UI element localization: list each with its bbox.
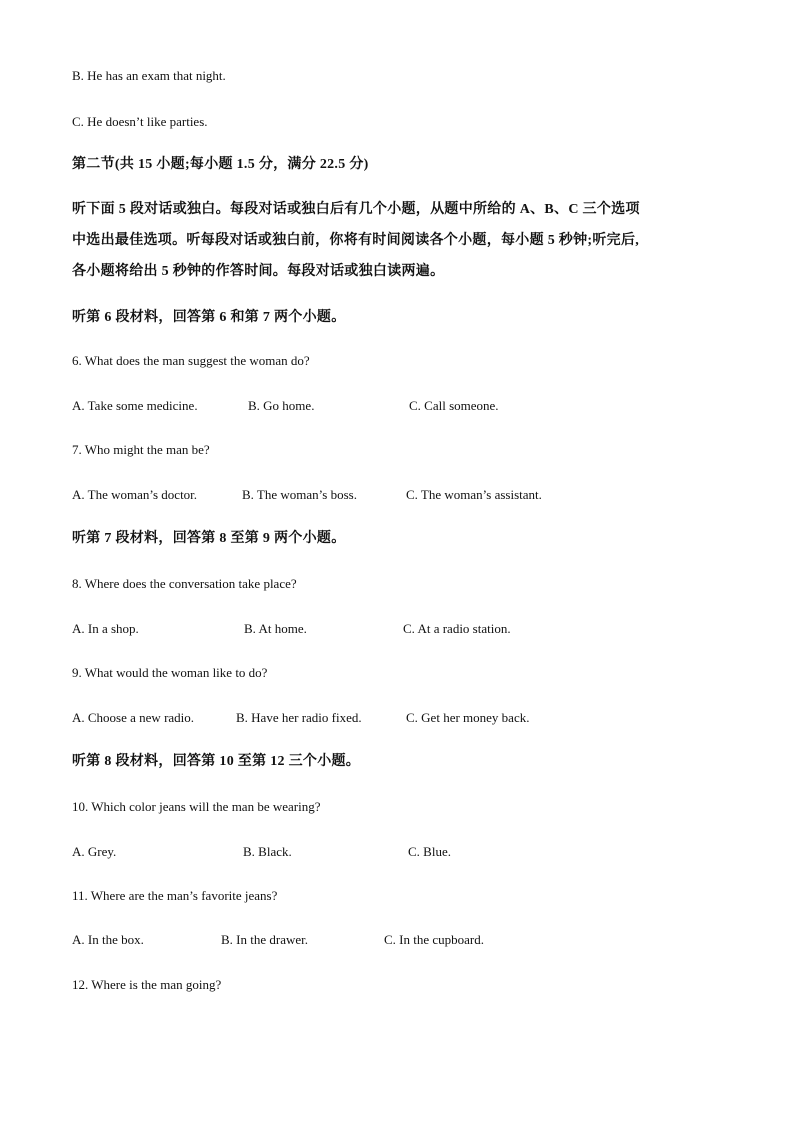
question-6-option-b[interactable]: B. Go home. [248, 398, 315, 413]
question-11-option-b[interactable]: B. In the drawer. [221, 932, 309, 947]
question-7-option-c[interactable]: C. The woman’s assistant. [406, 487, 542, 502]
question-10-option-a[interactable]: A. Grey. [72, 844, 117, 859]
question-12-stem: 12. Where is the man going? [72, 977, 222, 992]
question-11-stem: 11. Where are the man’s favorite jeans? [72, 888, 278, 903]
option-b-previous: B. He has an exam that night. [72, 68, 226, 83]
instruction-line-3: 各小题将给出 5 秒钟的作答时间。每段对话或独白读两遍。 [72, 264, 445, 279]
question-9-option-a[interactable]: A. Choose a new radio. [72, 710, 195, 725]
question-8-option-a[interactable]: A. In a shop. [72, 621, 139, 636]
question-8-option-c[interactable]: C. At a radio station. [403, 621, 511, 636]
question-11-option-c[interactable]: C. In the cupboard. [384, 932, 485, 947]
question-10-option-b[interactable]: B. Black. [243, 844, 292, 859]
question-8-stem: 8. Where does the conversation take place? [72, 576, 297, 591]
question-6-option-c[interactable]: C. Call someone. [409, 398, 499, 413]
question-6-stem: 6. What does the man suggest the woman do? [72, 353, 310, 368]
question-9-stem: 9. What would the woman like to do? [72, 665, 268, 680]
material-heading-6: 听第 6 段材料，回答第 6 和第 7 两个小题。 [72, 310, 346, 325]
question-9-option-c[interactable]: C. Get her money back. [406, 710, 530, 725]
question-8-option-b[interactable]: B. At home. [244, 621, 307, 636]
instruction-line-1: 听下面 5 段对话或独白。每段对话或独白后有几个小题，从题中所给的 A、B、C 三个选项 [72, 202, 640, 217]
material-heading-7: 听第 7 段材料，回答第 8 至第 9 两个小题。 [72, 531, 346, 546]
question-6-option-a[interactable]: A. Take some medicine. [72, 398, 198, 413]
question-7-option-a[interactable]: A. The woman’s doctor. [72, 487, 198, 502]
section-title: 第二节(共 15 小题;每小题 1.5 分，满分 22.5 分) [72, 157, 369, 172]
option-c-previous: C. He doesn’t like parties. [72, 114, 208, 129]
instruction-line-2: 中选出最佳选项。听每段对话或独白前，你将有时间阅读各个小题，每小题 5 秒钟;听完后, [72, 233, 640, 248]
question-10-option-c[interactable]: C. Blue. [408, 844, 451, 859]
question-9-option-b[interactable]: B. Have her radio fixed. [236, 710, 362, 725]
material-heading-8: 听第 8 段材料，回答第 10 至第 12 三个小题。 [72, 754, 361, 769]
question-7-stem: 7. Who might the man be? [72, 442, 210, 457]
question-11-option-a[interactable]: A. In the box. [72, 932, 144, 947]
question-7-option-b[interactable]: B. The woman’s boss. [242, 487, 357, 502]
question-10-stem: 10. Which color jeans will the man be wearing? [72, 799, 321, 814]
